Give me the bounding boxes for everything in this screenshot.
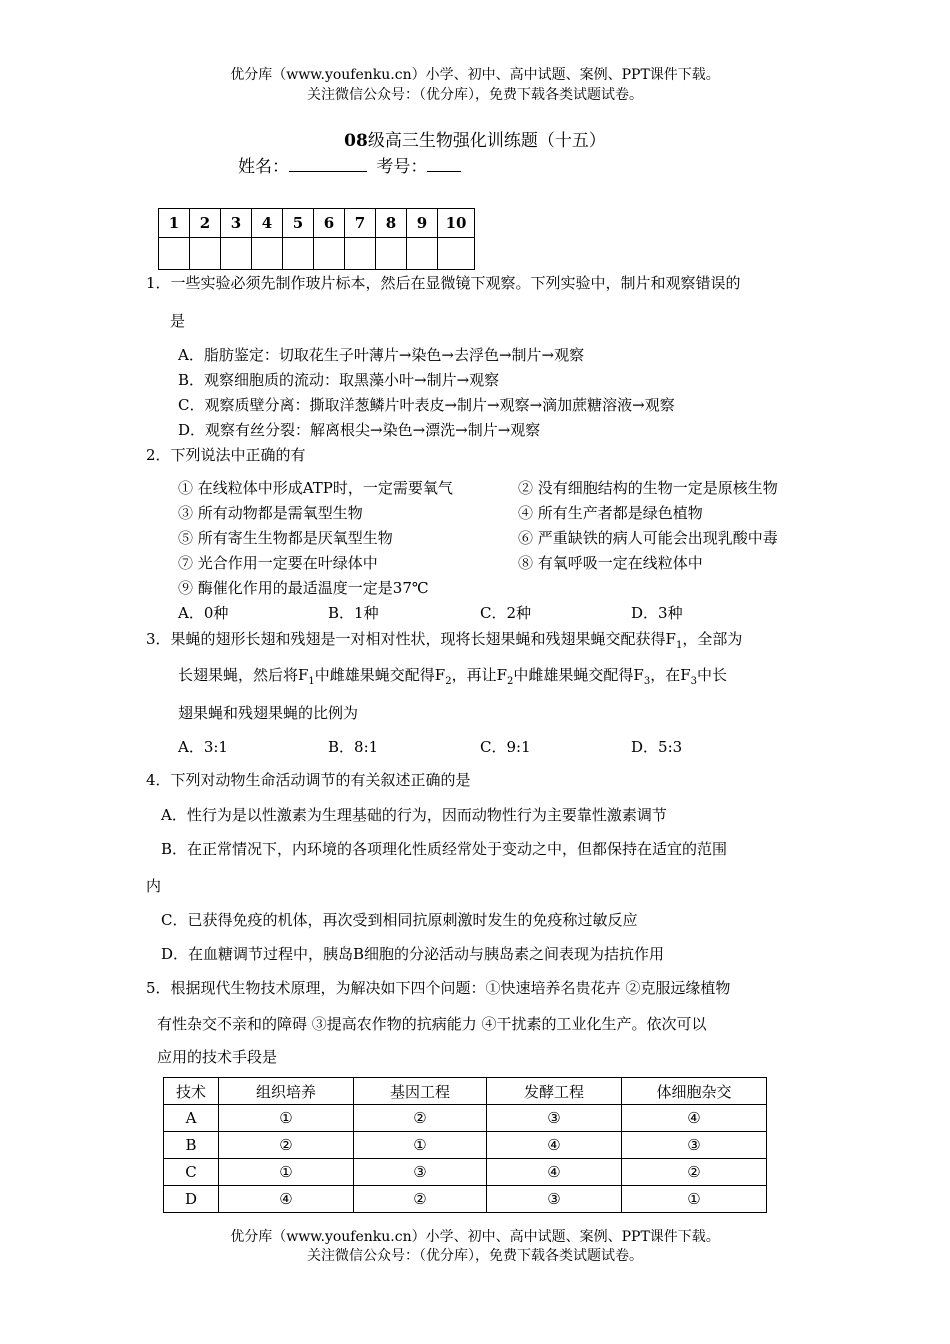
q3-subscript: 2 <box>445 676 452 687</box>
table-header: 发酵工程 <box>487 1078 622 1105</box>
table-cell: ① <box>622 1186 767 1213</box>
q3-option-d: D．5:3 <box>631 738 683 756</box>
header-line-2: 关注微信公众号：（优分库），免费下载各类试题试卷。 <box>307 87 643 103</box>
grid-number: 6 <box>314 209 345 238</box>
table-cell: ① <box>354 1132 487 1159</box>
table-cell: B <box>164 1132 219 1159</box>
table-header: 基因工程 <box>354 1078 487 1105</box>
q3-text: 中雌雄果蝇交配得F <box>314 666 446 684</box>
name-label: 姓名： <box>238 157 289 177</box>
answer-cell[interactable] <box>159 238 190 270</box>
answer-cell[interactable] <box>283 238 314 270</box>
q2-option-a: A．0种 <box>178 604 229 622</box>
q5-stem-line2: 有性杂交不亲和的障碍 ③提高农作物的抗病能力 ④干扰素的工业化生产。依次可以 <box>157 1015 707 1033</box>
answer-cell[interactable] <box>438 238 475 270</box>
id-label: 考号： <box>376 157 428 177</box>
table-row <box>164 1132 767 1159</box>
table-cell: ② <box>354 1186 487 1213</box>
q1-stem-line1: 1．一些实验必须先制作玻片标本，然后在显微镜下观察。下列实验中，制片和观察错误的 <box>146 274 741 292</box>
q2-statement-4: ④ 所有生产者都是绿色植物 <box>518 504 703 522</box>
table-cell: ④ <box>487 1159 622 1186</box>
q3-option-c: C．9:1 <box>480 738 531 756</box>
q2-stem: 2．下列说法中正确的有 <box>146 446 306 464</box>
q3-text: 长翅果蝇，然后将F <box>178 666 309 684</box>
q3-subscript: 1 <box>308 676 315 687</box>
id-blank[interactable] <box>427 155 461 172</box>
table-cell: ③ <box>487 1105 622 1132</box>
q3-subscript: 1 <box>675 640 683 651</box>
table-header: 技术 <box>164 1078 219 1105</box>
grid-number: 8 <box>376 209 407 238</box>
q4-option-b: B．在正常情况下，内环境的各项理化性质经常处于变动之中，但都保持在适宜的范围 <box>161 840 728 858</box>
answer-cell[interactable] <box>376 238 407 270</box>
q3-subscript: 3 <box>690 676 697 687</box>
q3-option-a: A．3:1 <box>178 738 228 756</box>
q4-stem: 4．下列对动物生命活动调节的有关叙述正确的是 <box>146 771 471 789</box>
answer-grid <box>158 208 475 270</box>
answer-cell[interactable] <box>221 238 252 270</box>
grid-number: 4 <box>252 209 283 238</box>
q1-option-b: B．观察细胞质的流动：取黑藻小叶→制片→观察 <box>178 371 500 389</box>
q2-statement-8: ⑧ 有氧呼吸一定在线粒体中 <box>518 554 703 572</box>
table-cell: ③ <box>354 1159 487 1186</box>
grid-number: 7 <box>345 209 376 238</box>
q3-text: 中雌雄果蝇交配得F <box>513 666 644 684</box>
table-cell: ③ <box>487 1186 622 1213</box>
technology-table <box>163 1077 767 1213</box>
q3-text: ，再让F <box>451 666 508 684</box>
q1-option-c: C．观察质壁分离：撕取洋葱鳞片叶表皮→制片→观察→滴加蔗糖溶液→观察 <box>178 396 675 414</box>
table-cell: ④ <box>219 1186 354 1213</box>
q4-option-d: D．在血糖调节过程中，胰岛B细胞的分泌活动与胰岛素之间表现为拮抗作用 <box>161 945 665 963</box>
table-row <box>164 1159 767 1186</box>
table-cell: ② <box>354 1105 487 1132</box>
q3-stem-line1 <box>146 628 742 651</box>
q4-option-b-cont: 内 <box>146 877 162 895</box>
footer-line-1: 优分库（www.youfenku.cn）小学、初中、高中试题、案例、PPT课件下载。 <box>230 1229 720 1245</box>
q5-stem-line1: 5．根据现代生物技术原理，为解决如下四个问题：①快速培养名贵花卉 ②克服远缘植物 <box>146 979 731 997</box>
q2-option-d: D．3种 <box>631 604 683 622</box>
answer-cell[interactable] <box>345 238 376 270</box>
title-grade: 08 <box>344 131 368 151</box>
q4-option-a: A．性行为是以性激素为生理基础的行为，因而动物性行为主要靠性激素调节 <box>161 806 667 824</box>
grid-number: 9 <box>407 209 438 238</box>
grid-number: 3 <box>221 209 252 238</box>
student-info <box>238 152 461 177</box>
table-header: 组织培养 <box>219 1078 354 1105</box>
q2-option-c: C．2种 <box>480 604 532 622</box>
table-cell: C <box>164 1159 219 1186</box>
table-row <box>164 1186 767 1213</box>
footer-line-2: 关注微信公众号：（优分库），免费下载各类试题试卷。 <box>307 1248 643 1264</box>
answer-cell[interactable] <box>314 238 345 270</box>
q3-stem-line2 <box>178 664 727 687</box>
table-header: 体细胞杂交 <box>622 1078 767 1105</box>
q3-text: 3．果蝇的翅形长翅和残翅是一对相对性状，现将长翅果蝇和残翅果蝇交配获得F <box>146 630 676 648</box>
answer-cell[interactable] <box>407 238 438 270</box>
table-cell: ④ <box>487 1132 622 1159</box>
q2-statement-5: ⑤ 所有寄生生物都是厌氧型生物 <box>178 529 393 547</box>
q2-statement-3: ③ 所有动物都是需氧型生物 <box>178 504 363 522</box>
table-header-row <box>164 1078 767 1105</box>
grid-number: 5 <box>283 209 314 238</box>
q3-text: ，在F <box>650 666 691 684</box>
answer-cell[interactable] <box>190 238 221 270</box>
table-cell: A <box>164 1105 219 1132</box>
page-title <box>0 126 950 151</box>
q3-option-b: B．8:1 <box>328 738 379 756</box>
q2-statement-7: ⑦ 光合作用一定要在叶绿体中 <box>178 554 378 572</box>
table-cell: ③ <box>622 1132 767 1159</box>
table-cell: ① <box>219 1105 354 1132</box>
grid-number: 1 <box>159 209 190 238</box>
q2-statement-6: ⑥ 严重缺铁的病人可能会出现乳酸中毒 <box>518 529 778 547</box>
q4-option-c: C．已获得免疫的机体，再次受到相同抗原刺激时发生的免疫称过敏反应 <box>161 911 638 929</box>
title-text: 级高三生物强化训练题（十五） <box>367 131 606 151</box>
table-cell: D <box>164 1186 219 1213</box>
table-row <box>164 1105 767 1132</box>
q3-subscript: 2 <box>507 676 514 687</box>
q1-stem-line2: 是 <box>170 312 186 330</box>
header-line-1: 优分库（www.youfenku.cn）小学、初中、高中试题、案例、PPT课件下载。 <box>230 67 720 83</box>
q2-statement-1: ① 在线粒体中形成ATP时，一定需要氧气 <box>178 479 453 497</box>
name-blank[interactable] <box>289 155 367 172</box>
q1-option-a: A．脂肪鉴定：切取花生子叶薄片→染色→去浮色→制片→观察 <box>178 346 585 364</box>
q2-option-b: B．1种 <box>328 604 379 622</box>
q3-text: ，全部为 <box>682 630 743 648</box>
table-cell: ① <box>219 1159 354 1186</box>
grid-number: 10 <box>438 209 475 238</box>
grid-number: 2 <box>190 209 221 238</box>
q5-stem-line3: 应用的技术手段是 <box>157 1048 278 1066</box>
q3-subscript: 3 <box>643 676 651 687</box>
answer-cell[interactable] <box>252 238 283 270</box>
table-cell: ② <box>622 1159 767 1186</box>
q3-stem-line3: 翅果蝇和残翅果蝇的比例为 <box>178 704 359 722</box>
table-cell: ④ <box>622 1105 767 1132</box>
q3-text: 中长 <box>696 666 727 684</box>
q1-option-d: D．观察有丝分裂：解离根尖→染色→漂洗→制片→观察 <box>178 421 541 439</box>
table-cell: ② <box>219 1132 354 1159</box>
q2-statement-2: ② 没有细胞结构的生物一定是原核生物 <box>518 479 778 497</box>
q2-statement-9: ⑨ 酶催化作用的最适温度一定是37℃ <box>178 579 429 597</box>
